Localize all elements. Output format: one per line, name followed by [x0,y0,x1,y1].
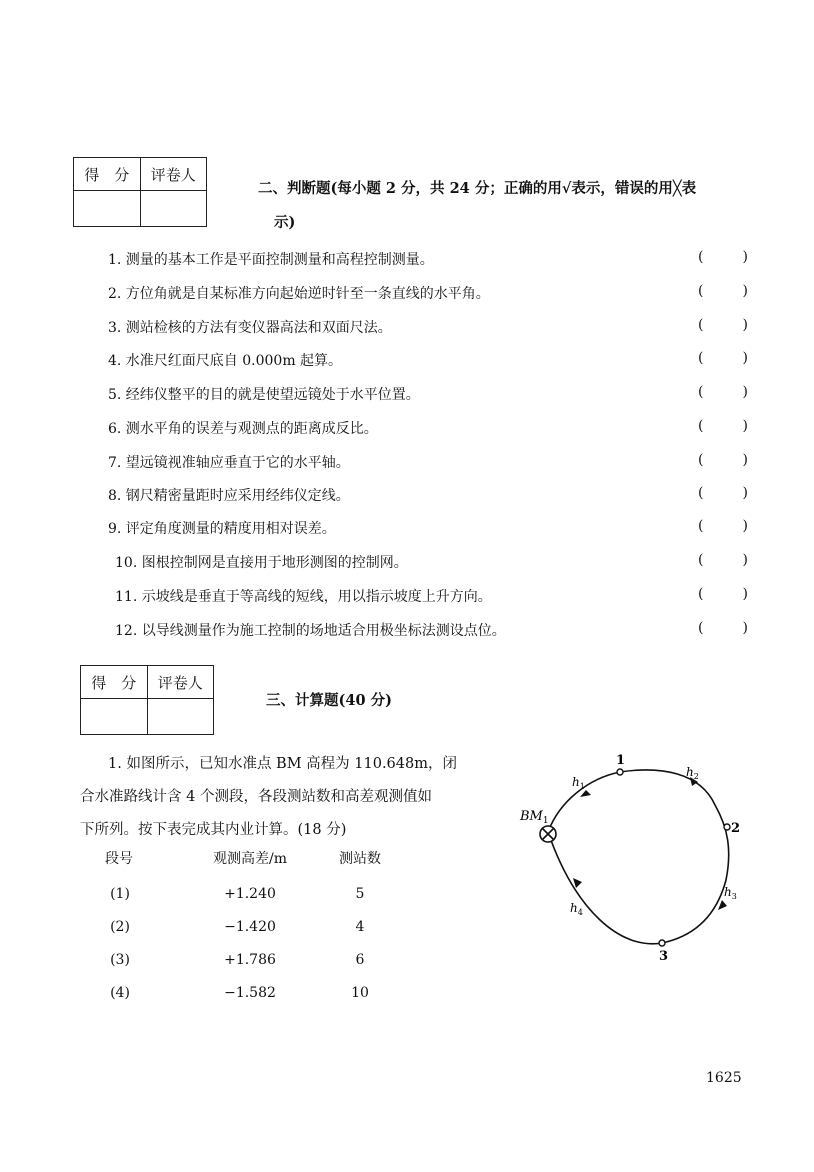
question-text: 4. 水准尺红面尺底自 0.000m 起算。 [108,353,343,369]
answer-parens[interactable]: ( ) [698,586,748,602]
cell-height-diff: −1.420 [224,919,276,935]
table-row [100,985,420,1018]
table-row [100,919,420,952]
answer-parens[interactable]: ( ) [698,620,748,636]
list-item [108,283,748,317]
section2-title [258,172,696,240]
list-item [108,249,748,283]
answer-parens[interactable]: ( ) [698,249,748,265]
segment-label-h2: $h_2$ [686,765,699,781]
cell-segment: (3) [110,952,130,968]
segment-label-h4: $h_4$ [570,901,583,917]
question-text: 11. 示坡线是垂直于等高线的短线，用以指示坡度上升方向。 [115,589,492,605]
route-loop [548,770,729,944]
question-text: 8. 钢尺精密量距时应采用经纬仪定线。 [108,488,350,504]
score-cell[interactable] [74,191,141,227]
cell-height-diff: −1.582 [224,985,276,1001]
leveling-route-diagram [500,750,760,980]
question-text: 3. 测站检核的方法有变仪器高法和双面尺法。 [108,320,392,336]
question-text: 6. 测水平角的误差与观测点的距离成反比。 [108,421,378,437]
arrow-h1 [580,790,591,797]
answer-parens[interactable]: ( ) [698,552,748,568]
score-box [73,157,207,227]
table-row [100,886,420,919]
station-3 [659,940,665,946]
list-item [108,350,748,384]
section2-title-line2: 示) [274,214,296,231]
score-cell[interactable] [81,699,148,735]
answer-parens[interactable]: ( ) [698,485,748,501]
cell-segment: (1) [110,886,130,902]
grader-label: 评卷人 [147,666,214,699]
question-text: 10. 图根控制网是直接用于地形测图的控制网。 [115,555,408,571]
page-number: 1625 [706,1070,742,1086]
problem-line: 下所列。按下表完成其内业计算。(18 分) [80,822,347,838]
list-item [115,552,748,586]
header-height-diff: 观测高差/m [213,851,287,867]
list-item [108,452,748,486]
cell-segment: (4) [110,985,130,1001]
answer-parens[interactable]: ( ) [698,418,748,434]
table-row [100,952,420,985]
score-box [80,665,214,735]
cell-stations: 5 [355,886,365,902]
cell-height-diff: +1.786 [224,952,276,968]
list-item [108,418,748,452]
arrow-h3 [718,900,727,910]
question-text: 5. 经纬仪整平的目的就是使望远镜处于水平位置。 [108,387,420,403]
cell-segment: (2) [110,919,130,935]
cell-height-diff: +1.240 [224,886,276,902]
list-item [108,485,748,519]
answer-parens[interactable]: ( ) [698,283,748,299]
problem-line: 合水准路线计含 4 个测段，各段测站数和高差观测值如 [80,789,432,805]
station-1 [617,769,623,775]
cell-stations: 6 [355,952,365,968]
segment-label-h1: $h_1$ [572,775,585,791]
grader-cell[interactable] [147,699,214,735]
list-item [108,384,748,418]
list-item [108,317,748,351]
answer-parens[interactable]: ( ) [698,384,748,400]
problem-line: 1. 如图所示，已知水准点 BM 高程为 110.648m，闭 [108,756,457,772]
header-segment: 段号 [105,851,133,867]
answer-parens[interactable]: ( ) [698,452,748,468]
point-label-1: 1 [616,753,626,768]
list-item [108,518,748,552]
header-stations: 测站数 [339,851,381,867]
score-label: 得 分 [81,666,148,699]
question-text: 2. 方位角就是自某标准方向起始逆时针至一条直线的水平角。 [108,286,490,302]
segment-label-h3: $h_3$ [724,885,737,901]
benchmark-symbol [540,826,556,842]
answer-parens[interactable]: ( ) [698,518,748,534]
point-label-2: 2 [731,821,741,836]
bm-label: $BM_1$ [520,809,549,826]
grader-cell[interactable] [140,191,207,227]
section2-title-line1: 二、判断题(每小题 2 分，共 24 分；正确的用√表示，错误的用╳表 [258,180,697,197]
table-header [100,848,420,881]
answer-parens[interactable]: ( ) [698,350,748,366]
point-label-3: 3 [659,949,669,964]
grader-label: 评卷人 [140,158,207,191]
question-text: 7. 望远镜视准轴应垂直于它的水平轴。 [108,455,350,471]
cell-stations: 10 [351,985,369,1001]
problem-text [80,748,500,847]
question-text: 12. 以导线测量作为施工控制的场地适合用极坐标法测设点位。 [115,623,506,639]
list-item [115,620,748,654]
answer-parens[interactable]: ( ) [698,317,748,333]
arrow-h4 [573,878,582,888]
station-2 [724,824,730,830]
question-text: 1. 测量的基本工作是平面控制测量和高程控制测量。 [108,252,434,268]
section3-title: 三、计算题(40 分) [266,692,392,709]
question-text: 9. 评定角度测量的精度用相对误差。 [108,521,336,537]
list-item [115,586,748,620]
cell-stations: 4 [355,919,365,935]
score-label: 得 分 [74,158,141,191]
